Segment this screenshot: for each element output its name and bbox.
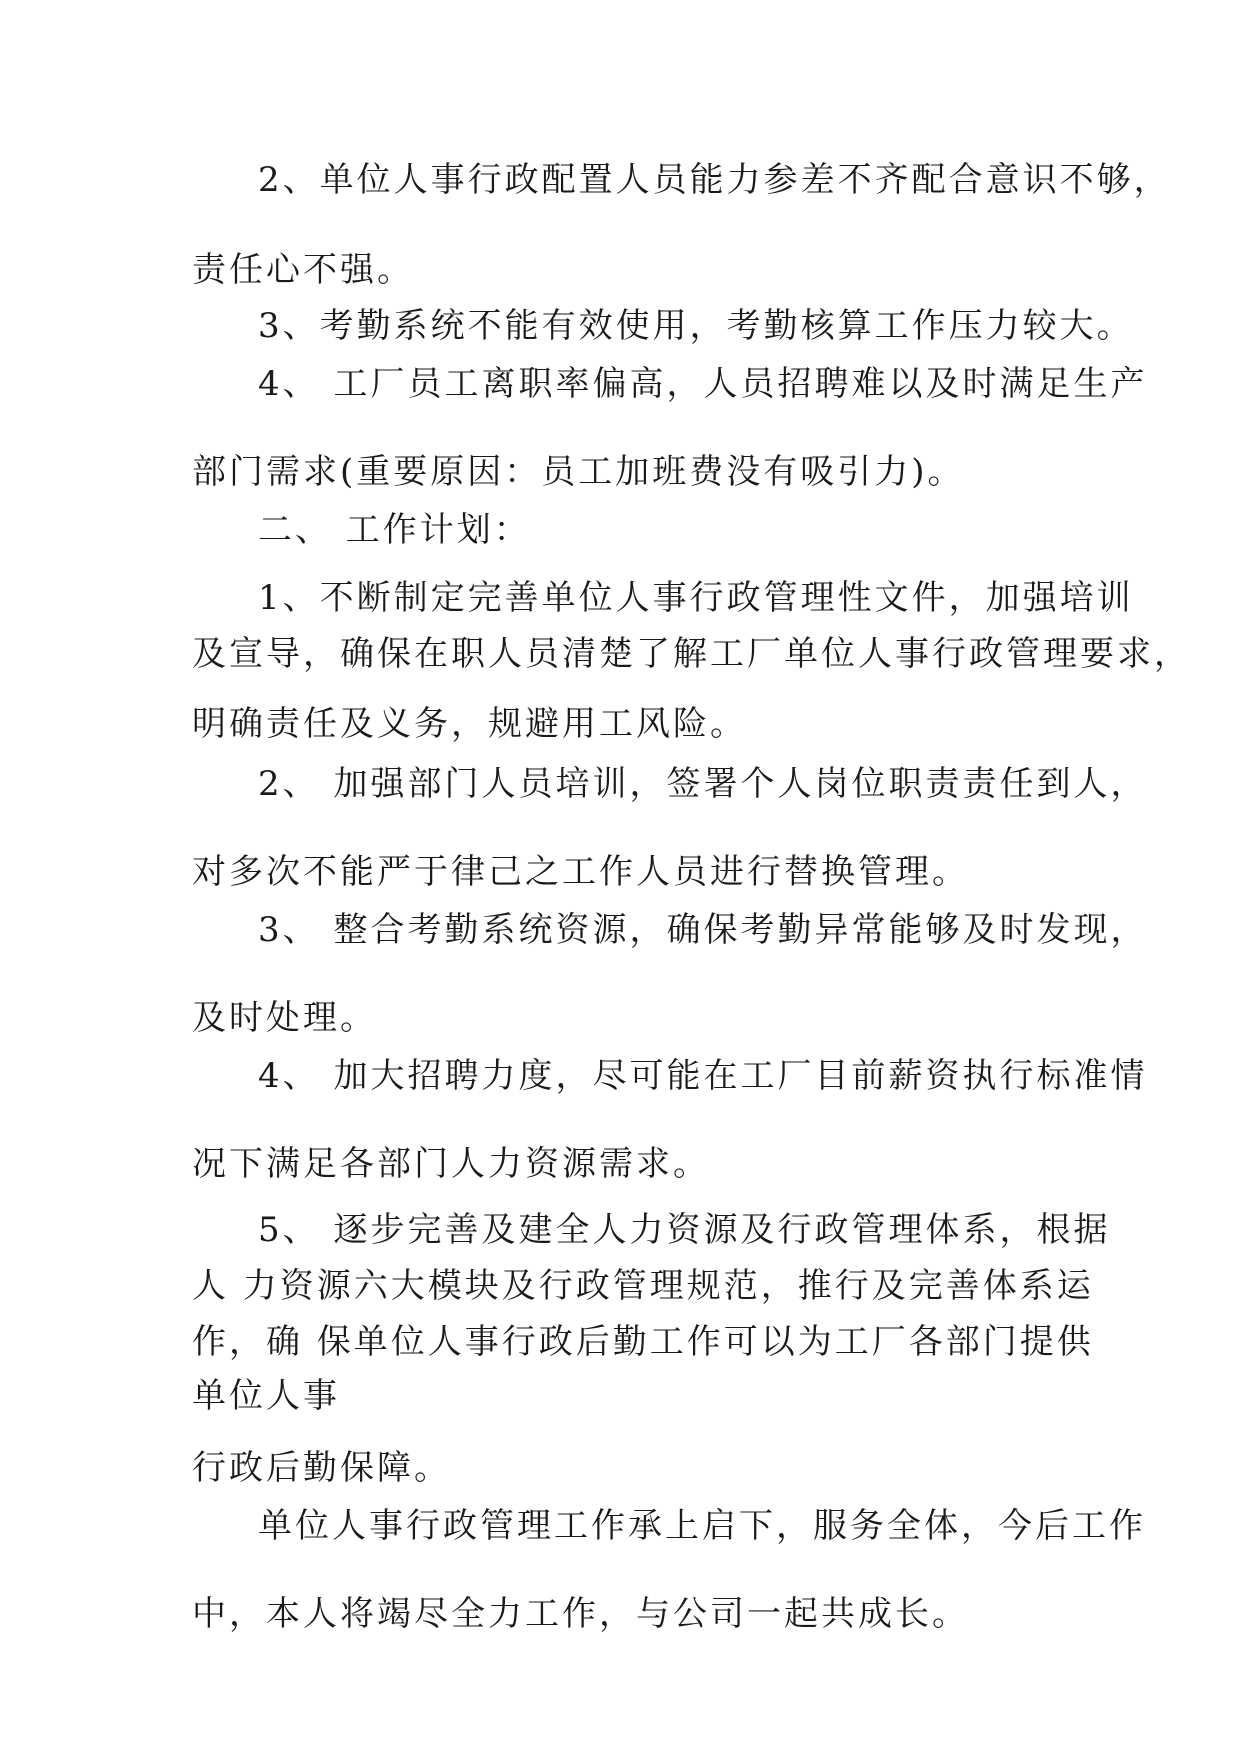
text-line: 单位人事行政管理工作承上启下，服务全体，今后工作 xyxy=(258,1506,1146,1546)
text-line: 部门需求(重要原因：员工加班费没有吸引力)。 xyxy=(192,452,965,492)
section-heading: 二、 工作计划： xyxy=(258,510,531,550)
text-line: 单位人事 xyxy=(192,1376,340,1416)
text-line: 3、 整合考勤系统资源，确保考勤异常能够及时发现， xyxy=(258,910,1148,950)
text-line: 2、 加强部门人员培训，签署个人岗位职责责任到人， xyxy=(258,764,1148,804)
text-line: 2、单位人事行政配置人员能力参差不齐配合意识不够， xyxy=(258,160,1171,200)
text-line: 责任心不强。 xyxy=(192,250,414,290)
text-line: 4、 加大招聘力度，尽可能在工厂目前薪资执行标准情 xyxy=(258,1056,1148,1096)
text-line: 明确责任及义务，规避用工风险。 xyxy=(192,704,747,744)
text-line: 4、 工厂员工离职率偏高，人员招聘难以及时满足生产 xyxy=(258,364,1148,404)
text-line: 况下满足各部门人力资源需求。 xyxy=(192,1144,710,1184)
text-line: 3、考勤系统不能有效使用，考勤核算工作压力较大。 xyxy=(258,306,1134,346)
text-line: 5、 逐步完善及建全人力资源及行政管理体系，根据 xyxy=(258,1210,1111,1250)
text-line: 行政后勤保障。 xyxy=(192,1448,451,1488)
text-line: 对多次不能严于律己之工作人员进行替换管理。 xyxy=(192,852,969,892)
text-line: 及宣导，确保在职人员清楚了解工厂单位人事行政管理要求， xyxy=(192,634,1191,674)
text-line: 人 力资源六大模块及行政管理规范，推行及完善体系运 xyxy=(192,1266,1094,1306)
text-line: 中，本人将竭尽全力工作，与公司一起共成长。 xyxy=(192,1594,969,1634)
text-line: 作，确 保单位人事行政后勤工作可以为工厂各部门提供 xyxy=(192,1322,1094,1362)
text-line: 及时处理。 xyxy=(192,998,377,1038)
text-line: 1、不断制定完善单位人事行政管理性文件，加强培训 xyxy=(258,578,1134,618)
